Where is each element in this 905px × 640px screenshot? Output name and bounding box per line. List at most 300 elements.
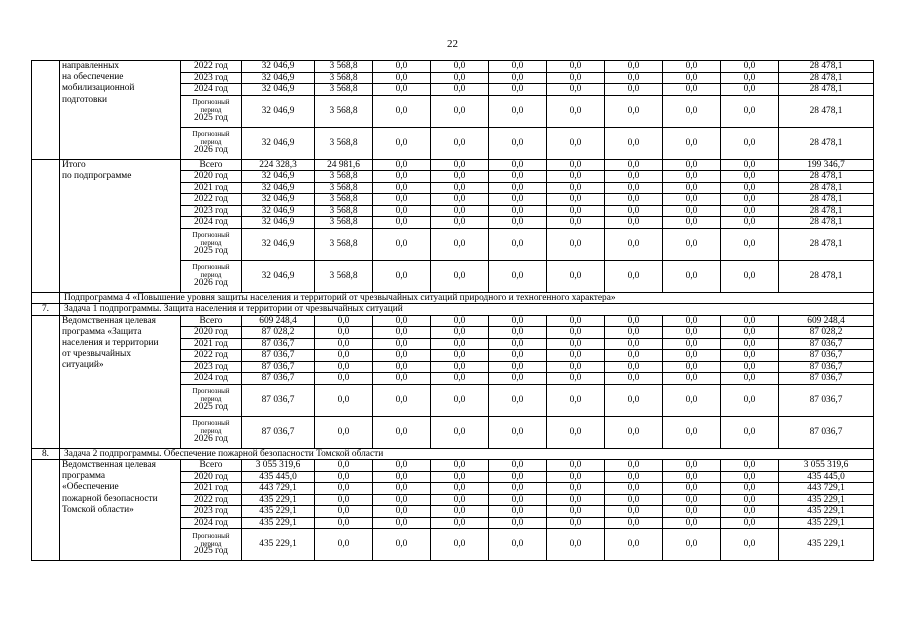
value-cell: 0,0 [431, 84, 489, 96]
value-cell: 32 046,9 [242, 171, 315, 183]
value-cell: 0,0 [431, 127, 489, 159]
value-cell: 0,0 [605, 205, 663, 217]
period-cell: 2024 год [181, 373, 242, 385]
value-cell: 0,0 [605, 483, 663, 495]
period-cell: Прогнозный период 2026 год [181, 260, 242, 292]
value-cell: 0,0 [605, 471, 663, 483]
row-name: направленных на обеспечение мобилизационной подготовки [60, 61, 181, 160]
value-cell: 0,0 [373, 72, 431, 84]
value-cell: 28 478,1 [779, 72, 874, 84]
value-cell: 0,0 [489, 205, 547, 217]
value-cell: 0,0 [663, 315, 721, 327]
value-cell: 0,0 [489, 350, 547, 362]
value-cell: 0,0 [721, 338, 779, 350]
value-cell: 0,0 [315, 517, 373, 529]
value-cell: 0,0 [547, 217, 605, 229]
value-cell: 0,0 [605, 494, 663, 506]
value-cell: 0,0 [373, 228, 431, 260]
value-cell: 3 568,8 [315, 260, 373, 292]
value-cell: 0,0 [373, 517, 431, 529]
value-cell: 0,0 [605, 228, 663, 260]
value-cell: 199 346,7 [779, 159, 874, 171]
value-cell: 0,0 [605, 506, 663, 518]
row-name: Ведомственная целевая программа «Обеспечение пожарной безопасности Томской области» [60, 460, 181, 561]
value-cell: 0,0 [547, 384, 605, 416]
value-cell: 0,0 [605, 182, 663, 194]
value-cell: 28 478,1 [779, 61, 874, 73]
value-cell: 0,0 [605, 171, 663, 183]
value-cell: 0,0 [489, 260, 547, 292]
value-cell: 435 229,1 [242, 529, 315, 561]
value-cell: 3 568,8 [315, 182, 373, 194]
value-cell: 0,0 [431, 529, 489, 561]
value-cell: 0,0 [663, 72, 721, 84]
value-cell: 0,0 [373, 315, 431, 327]
value-cell: 28 478,1 [779, 127, 874, 159]
value-cell: 0,0 [489, 72, 547, 84]
value-cell: 443 729,1 [779, 483, 874, 495]
value-cell: 0,0 [547, 182, 605, 194]
period-cell: Прогнозный период 2026 год [181, 127, 242, 159]
value-cell: 0,0 [373, 338, 431, 350]
value-cell: 0,0 [315, 471, 373, 483]
value-cell: 0,0 [663, 205, 721, 217]
value-cell: 0,0 [605, 61, 663, 73]
value-cell: 435 445,0 [242, 471, 315, 483]
value-cell: 0,0 [663, 373, 721, 385]
section-heading-row [32, 292, 874, 304]
value-cell: 87 036,7 [242, 373, 315, 385]
value-cell: 3 568,8 [315, 127, 373, 159]
period-cell: 2022 год [181, 494, 242, 506]
value-cell: 0,0 [663, 483, 721, 495]
value-cell: 0,0 [721, 460, 779, 472]
value-cell: 0,0 [547, 361, 605, 373]
value-cell: 0,0 [547, 127, 605, 159]
value-cell: 3 055 319,6 [242, 460, 315, 472]
value-cell: 0,0 [605, 517, 663, 529]
value-cell: 0,0 [431, 228, 489, 260]
value-cell: 0,0 [663, 182, 721, 194]
value-cell: 0,0 [373, 506, 431, 518]
value-cell: 0,0 [431, 159, 489, 171]
value-cell: 0,0 [431, 416, 489, 448]
value-cell: 435 229,1 [242, 517, 315, 529]
row-index [32, 315, 60, 448]
value-cell: 3 568,8 [315, 61, 373, 73]
period-cell: 2020 год [181, 471, 242, 483]
value-cell: 0,0 [315, 315, 373, 327]
value-cell: 0,0 [605, 350, 663, 362]
value-cell: 0,0 [373, 327, 431, 339]
period-cell: Прогнозный период 2025 год [181, 228, 242, 260]
value-cell: 0,0 [315, 373, 373, 385]
value-cell: 32 046,9 [242, 84, 315, 96]
period-cell: 2022 год [181, 194, 242, 206]
value-cell: 435 229,1 [779, 529, 874, 561]
value-cell: 0,0 [663, 494, 721, 506]
value-cell: 0,0 [663, 460, 721, 472]
period-cell: 2020 год [181, 171, 242, 183]
value-cell: 0,0 [721, 72, 779, 84]
value-cell: 24 981,6 [315, 159, 373, 171]
row-index [32, 292, 60, 304]
period-cell: Всего [181, 315, 242, 327]
value-cell: 87 036,7 [779, 416, 874, 448]
value-cell: 0,0 [315, 384, 373, 416]
value-cell: 28 478,1 [779, 95, 874, 127]
value-cell: 0,0 [721, 384, 779, 416]
value-cell: 87 036,7 [242, 338, 315, 350]
value-cell: 0,0 [489, 315, 547, 327]
value-cell: 0,0 [489, 327, 547, 339]
value-cell: 0,0 [663, 228, 721, 260]
period-cell: Прогнозный период 2025 год [181, 529, 242, 561]
value-cell: 0,0 [547, 171, 605, 183]
value-cell: 0,0 [663, 194, 721, 206]
row-index: 8. [32, 448, 60, 460]
value-cell: 0,0 [721, 416, 779, 448]
value-cell: 0,0 [547, 460, 605, 472]
value-cell: 0,0 [663, 350, 721, 362]
value-cell: 0,0 [663, 95, 721, 127]
period-cell: 2020 год [181, 327, 242, 339]
value-cell: 0,0 [431, 194, 489, 206]
value-cell: 0,0 [547, 416, 605, 448]
value-cell: 0,0 [547, 194, 605, 206]
value-cell: 0,0 [373, 471, 431, 483]
value-cell: 0,0 [547, 338, 605, 350]
value-cell: 0,0 [547, 72, 605, 84]
value-cell: 0,0 [547, 517, 605, 529]
value-cell: 0,0 [315, 327, 373, 339]
value-cell: 0,0 [489, 84, 547, 96]
value-cell: 0,0 [431, 471, 489, 483]
period-cell: Прогнозный период 2025 год [181, 384, 242, 416]
value-cell: 28 478,1 [779, 194, 874, 206]
value-cell: 0,0 [431, 494, 489, 506]
value-cell: 0,0 [431, 460, 489, 472]
value-cell: 0,0 [547, 260, 605, 292]
value-cell: 0,0 [373, 182, 431, 194]
value-cell: 0,0 [721, 517, 779, 529]
value-cell: 0,0 [315, 506, 373, 518]
value-cell: 0,0 [663, 361, 721, 373]
section-heading-row [32, 304, 874, 316]
period-cell: 2024 год [181, 84, 242, 96]
value-cell: 0,0 [431, 361, 489, 373]
value-cell: 0,0 [605, 529, 663, 561]
value-cell: 0,0 [489, 228, 547, 260]
value-cell: 0,0 [605, 194, 663, 206]
value-cell: 0,0 [489, 373, 547, 385]
value-cell: 435 229,1 [779, 506, 874, 518]
value-cell: 0,0 [721, 228, 779, 260]
value-cell: 0,0 [547, 84, 605, 96]
value-cell: 28 478,1 [779, 84, 874, 96]
period-cell: 2021 год [181, 338, 242, 350]
value-cell: 0,0 [721, 350, 779, 362]
period-cell: 2021 год [181, 483, 242, 495]
period-cell: Прогнозный период 2025 год [181, 95, 242, 127]
value-cell: 0,0 [663, 506, 721, 518]
value-cell: 87 028,2 [779, 327, 874, 339]
value-cell: 0,0 [489, 529, 547, 561]
value-cell: 0,0 [721, 529, 779, 561]
value-cell: 32 046,9 [242, 127, 315, 159]
value-cell: 3 055 319,6 [779, 460, 874, 472]
value-cell: 0,0 [373, 373, 431, 385]
value-cell: 0,0 [431, 182, 489, 194]
budget-table [31, 60, 874, 561]
value-cell: 32 046,9 [242, 182, 315, 194]
value-cell: 3 568,8 [315, 84, 373, 96]
period-cell: Всего [181, 159, 242, 171]
value-cell: 0,0 [373, 84, 431, 96]
value-cell: 0,0 [315, 338, 373, 350]
value-cell: 0,0 [431, 315, 489, 327]
value-cell: 3 568,8 [315, 228, 373, 260]
value-cell: 0,0 [315, 460, 373, 472]
period-cell: 2023 год [181, 72, 242, 84]
period-cell: 2022 год [181, 350, 242, 362]
value-cell: 0,0 [547, 205, 605, 217]
value-cell: 87 036,7 [779, 361, 874, 373]
period-cell: 2023 год [181, 205, 242, 217]
value-cell: 0,0 [547, 483, 605, 495]
value-cell: 0,0 [489, 95, 547, 127]
value-cell: 28 478,1 [779, 217, 874, 229]
value-cell: 32 046,9 [242, 217, 315, 229]
value-cell: 0,0 [373, 217, 431, 229]
value-cell: 0,0 [721, 327, 779, 339]
value-cell: 0,0 [547, 315, 605, 327]
period-cell: 2023 год [181, 361, 242, 373]
row-name: Итого по подпрограмме [60, 159, 181, 292]
value-cell: 0,0 [663, 416, 721, 448]
value-cell: 0,0 [663, 338, 721, 350]
value-cell: 0,0 [605, 384, 663, 416]
section-heading: Подпрограмма 4 «Повышение уровня защиты населения и территорий от чрезвычайных ситуаций природного и техногенного характера» [60, 292, 874, 304]
value-cell: 0,0 [605, 373, 663, 385]
value-cell: 0,0 [605, 460, 663, 472]
value-cell: 0,0 [373, 194, 431, 206]
value-cell: 0,0 [431, 95, 489, 127]
value-cell: 0,0 [547, 159, 605, 171]
value-cell: 0,0 [721, 194, 779, 206]
value-cell: 0,0 [431, 338, 489, 350]
value-cell: 0,0 [721, 361, 779, 373]
value-cell: 0,0 [489, 471, 547, 483]
value-cell: 0,0 [721, 471, 779, 483]
value-cell: 0,0 [489, 194, 547, 206]
value-cell: 0,0 [489, 182, 547, 194]
value-cell: 0,0 [721, 205, 779, 217]
value-cell: 32 046,9 [242, 95, 315, 127]
value-cell: 0,0 [663, 327, 721, 339]
value-cell: 0,0 [721, 494, 779, 506]
value-cell: 0,0 [431, 506, 489, 518]
value-cell: 87 028,2 [242, 327, 315, 339]
value-cell: 0,0 [489, 61, 547, 73]
value-cell: 0,0 [663, 517, 721, 529]
value-cell: 32 046,9 [242, 61, 315, 73]
value-cell: 28 478,1 [779, 260, 874, 292]
period-cell: 2022 год [181, 61, 242, 73]
value-cell: 0,0 [431, 384, 489, 416]
section-heading: Задача 1 подпрограммы. Защита населения и территории от чрезвычайных ситуаций [60, 304, 874, 316]
value-cell: 0,0 [721, 315, 779, 327]
value-cell: 0,0 [373, 171, 431, 183]
value-cell: 0,0 [605, 95, 663, 127]
value-cell: 0,0 [721, 483, 779, 495]
value-cell: 0,0 [431, 171, 489, 183]
value-cell: 28 478,1 [779, 171, 874, 183]
value-cell: 435 229,1 [242, 494, 315, 506]
value-cell: 0,0 [605, 217, 663, 229]
period-cell: 2021 год [181, 182, 242, 194]
value-cell: 3 568,8 [315, 194, 373, 206]
value-cell: 0,0 [547, 228, 605, 260]
value-cell: 0,0 [489, 171, 547, 183]
value-cell: 0,0 [315, 494, 373, 506]
value-cell: 0,0 [489, 506, 547, 518]
value-cell: 0,0 [489, 384, 547, 416]
value-cell: 0,0 [605, 416, 663, 448]
value-cell: 0,0 [489, 338, 547, 350]
value-cell: 28 478,1 [779, 182, 874, 194]
value-cell: 87 036,7 [242, 416, 315, 448]
value-cell: 32 046,9 [242, 205, 315, 217]
row-index [32, 460, 60, 561]
value-cell: 0,0 [373, 483, 431, 495]
value-cell: 0,0 [373, 61, 431, 73]
value-cell: 3 568,8 [315, 72, 373, 84]
value-cell: 0,0 [721, 159, 779, 171]
value-cell: 87 036,7 [779, 338, 874, 350]
value-cell: 0,0 [547, 327, 605, 339]
value-cell: 0,0 [373, 460, 431, 472]
value-cell: 3 568,8 [315, 95, 373, 127]
value-cell: 0,0 [431, 350, 489, 362]
value-cell: 0,0 [721, 61, 779, 73]
value-cell: 0,0 [489, 460, 547, 472]
value-cell: 0,0 [489, 159, 547, 171]
value-cell: 0,0 [721, 127, 779, 159]
value-cell: 0,0 [721, 217, 779, 229]
value-cell: 0,0 [605, 127, 663, 159]
value-cell: 3 568,8 [315, 217, 373, 229]
value-cell: 0,0 [721, 95, 779, 127]
value-cell: 0,0 [663, 529, 721, 561]
value-cell: 0,0 [373, 361, 431, 373]
value-cell: 0,0 [315, 416, 373, 448]
value-cell: 0,0 [489, 217, 547, 229]
value-cell: 0,0 [547, 471, 605, 483]
value-cell: 32 046,9 [242, 260, 315, 292]
value-cell: 32 046,9 [242, 228, 315, 260]
page-number: 22 [447, 38, 458, 50]
value-cell: 0,0 [663, 260, 721, 292]
table-row [32, 315, 874, 327]
value-cell: 0,0 [431, 373, 489, 385]
period-cell: 2024 год [181, 217, 242, 229]
value-cell: 435 229,1 [779, 517, 874, 529]
value-cell: 0,0 [663, 217, 721, 229]
value-cell: 0,0 [431, 327, 489, 339]
value-cell: 87 036,7 [242, 350, 315, 362]
value-cell: 0,0 [373, 205, 431, 217]
value-cell: 0,0 [489, 416, 547, 448]
value-cell: 0,0 [315, 483, 373, 495]
row-index: 7. [32, 304, 60, 316]
value-cell: 0,0 [663, 61, 721, 73]
value-cell: 0,0 [373, 159, 431, 171]
value-cell: 0,0 [547, 61, 605, 73]
value-cell: 0,0 [489, 127, 547, 159]
value-cell: 0,0 [489, 483, 547, 495]
value-cell: 87 036,7 [779, 350, 874, 362]
value-cell: 0,0 [431, 205, 489, 217]
value-cell: 32 046,9 [242, 72, 315, 84]
value-cell: 0,0 [373, 494, 431, 506]
value-cell: 0,0 [547, 95, 605, 127]
value-cell: 0,0 [721, 506, 779, 518]
value-cell: 28 478,1 [779, 228, 874, 260]
value-cell: 0,0 [605, 338, 663, 350]
value-cell: 0,0 [431, 72, 489, 84]
value-cell: 0,0 [721, 84, 779, 96]
value-cell: 224 328,3 [242, 159, 315, 171]
value-cell: 0,0 [663, 171, 721, 183]
period-cell: Всего [181, 460, 242, 472]
value-cell: 0,0 [373, 384, 431, 416]
value-cell: 609 248,4 [779, 315, 874, 327]
value-cell: 609 248,4 [242, 315, 315, 327]
table-row [32, 61, 874, 73]
row-index [32, 159, 60, 292]
value-cell: 3 568,8 [315, 171, 373, 183]
value-cell: 3 568,8 [315, 205, 373, 217]
value-cell: 0,0 [721, 171, 779, 183]
value-cell: 0,0 [605, 159, 663, 171]
value-cell: 32 046,9 [242, 194, 315, 206]
row-index [32, 61, 60, 160]
value-cell: 0,0 [605, 84, 663, 96]
value-cell: 435 229,1 [779, 494, 874, 506]
value-cell: 0,0 [721, 182, 779, 194]
period-cell: 2024 год [181, 517, 242, 529]
value-cell: 0,0 [431, 61, 489, 73]
table-row [32, 460, 874, 472]
section-heading-row [32, 448, 874, 460]
value-cell: 87 036,7 [779, 384, 874, 416]
value-cell: 0,0 [605, 327, 663, 339]
value-cell: 0,0 [721, 373, 779, 385]
value-cell: 0,0 [721, 260, 779, 292]
row-name: Ведомственная целевая программа «Защита населения и территории от чрезвычайных ситуаций» [60, 315, 181, 448]
value-cell: 0,0 [547, 373, 605, 385]
value-cell: 0,0 [489, 517, 547, 529]
value-cell: 0,0 [373, 350, 431, 362]
value-cell: 0,0 [315, 529, 373, 561]
value-cell: 0,0 [373, 529, 431, 561]
value-cell: 0,0 [605, 361, 663, 373]
value-cell: 0,0 [489, 361, 547, 373]
value-cell: 0,0 [431, 517, 489, 529]
table-row [32, 159, 874, 171]
value-cell: 0,0 [315, 361, 373, 373]
